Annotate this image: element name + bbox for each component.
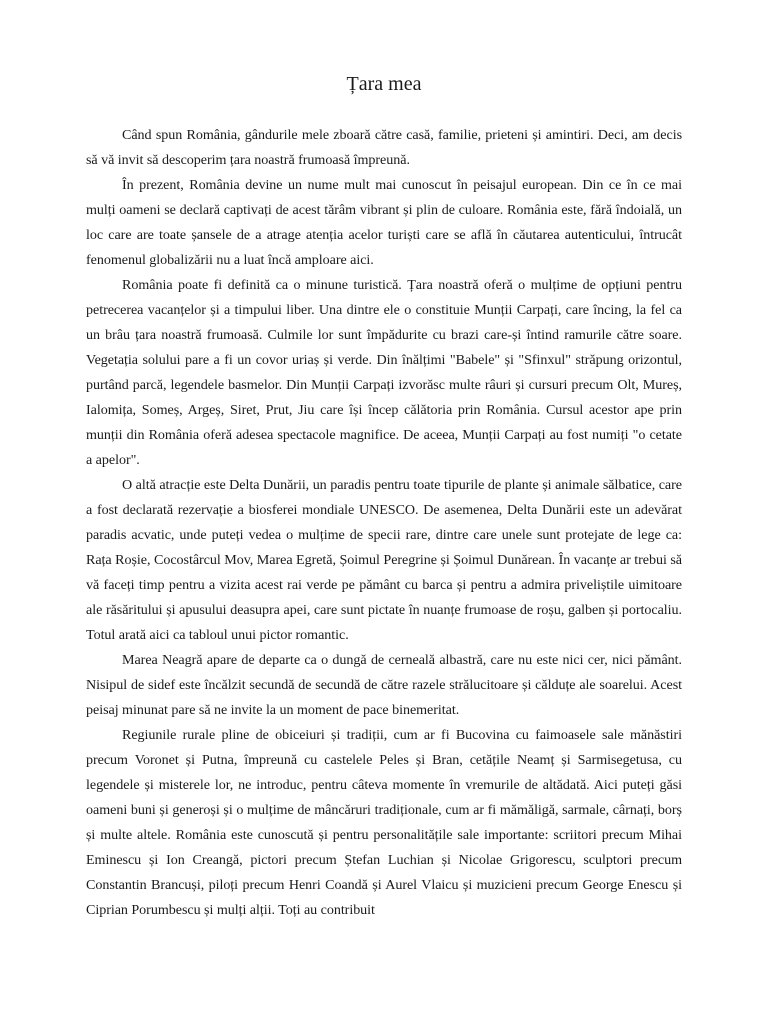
paragraph-danube-delta: O altă atracție este Delta Dunării, un paradis pentru toate tipurile de plante și animale sălbatice, care a fost declarată rezervație a biosferei mondiale UNESCO. De asemenea, Delta Dunării este un adevărat paradis acvatic, unde puteți vedea o mulțime de specii rare, dintre care unele sunt protejate de lege ca: Rața Roșie, Cocostârcul Mov, Marea Egretă, Șoimul Peregrine și Șoimul Dunărean. În vacanțe ar trebui să vă faceți timp pentru a vizita acest rai verde pe pământ cu barca și pentru a admira priveliștile uimitoare ale răsăritului și apusului deasupra apei, care sunt pictate în nuanțe frumoase de roșu, galben și portocaliu. Totul arată aici ca tabloul unui pictor romantic. <box>86 477 682 643</box>
paragraph-black-sea: Marea Neagră apare de departe ca o dungă de cerneală albastră, care nu este nici cer, nici pământ. Nisipul de sidef este încălzit secundă de secundă de către razele strălucitoare și călduțe ale soarelui. Acest peisaj minunat pare să ne invite la un moment de pace binemeritat. <box>86 652 682 718</box>
paragraph-intro: Când spun România, gândurile mele zboară către casă, familie, prieteni și amintiri. Deci, am decis să vă invit să descoperim țara noastră frumoasă împreună. <box>86 127 682 168</box>
document-page <box>86 0 682 1024</box>
paragraph-present-day: În prezent, România devine un nume mult mai cunoscut în peisajul european. Din ce în ce mai mulți oameni se declară captivați de acest tărâm vibrant și plin de culoare. România este, fără îndoială, un loc care are toate șansele de a atrage atenția acelor turiști care se află în căutarea autenticului, întrucât fenomenul globalizării nu a luat încă amploare aici. <box>86 177 682 268</box>
paragraph-rural-regions: Regiunile rurale pline de obiceiuri și tradiții, cum ar fi Bucovina cu faimoasele sale mănăstiri precum Voronet și Putna, împreună cu castelele Peles și Bran, cetățile Neamț și Sarmisegetusa, cu legendele și misterele lor, ne introduc, pentru câteva momente în vremurile de altădată. Aici puteți găsi oameni buni și generoși și o mulțime de mâncăruri tradiționale, cum ar fi mămăligă, sarmale, cârnați, borș și multe altele. România este cunoscută și pentru personalitățile sale importante: scriitori precum Mihai Eminescu și Ion Creangă, pictori precum Ștefan Luchian și Nicolae Grigorescu, sculptori precum Constantin Brancuși, piloți precum Henri Coandă și Aurel Vlaicu și muzicieni precum George Enescu și Ciprian Porumbescu și mulți alții. Toți au contribuit <box>86 727 682 918</box>
paragraph-carpathians: România poate fi definită ca o minune turistică. Țara noastră oferă o mulțime de opțiuni pentru petrecerea vacanțelor și a timpului liber. Una dintre ele o constituie Munții Carpați, care încing, la fel ca un brâu țara noastră frumoasă. Culmile lor sunt împădurite cu brazi care-și întind ramurile către soare. Vegetația solului pare a fi un covor uriaș și verde. Din înălțimi "Babele" și "Sfinxul" străpung orizontul, purtând parcă, legendele basmelor. Din Munții Carpați izvorăsc multe râuri și cursuri precum Olt, Mureș, Ialomița, Someș, Argeș, Siret, Prut, Jiu care își încep călătoria prin România. Cursul acestor ape prin munții din România oferă adesea spectacole magnifice. De aceea, Munții Carpați au fost numiți "o cetate a apelor". <box>86 277 682 468</box>
document-body <box>86 123 682 923</box>
document-title: Țara mea <box>346 73 422 95</box>
